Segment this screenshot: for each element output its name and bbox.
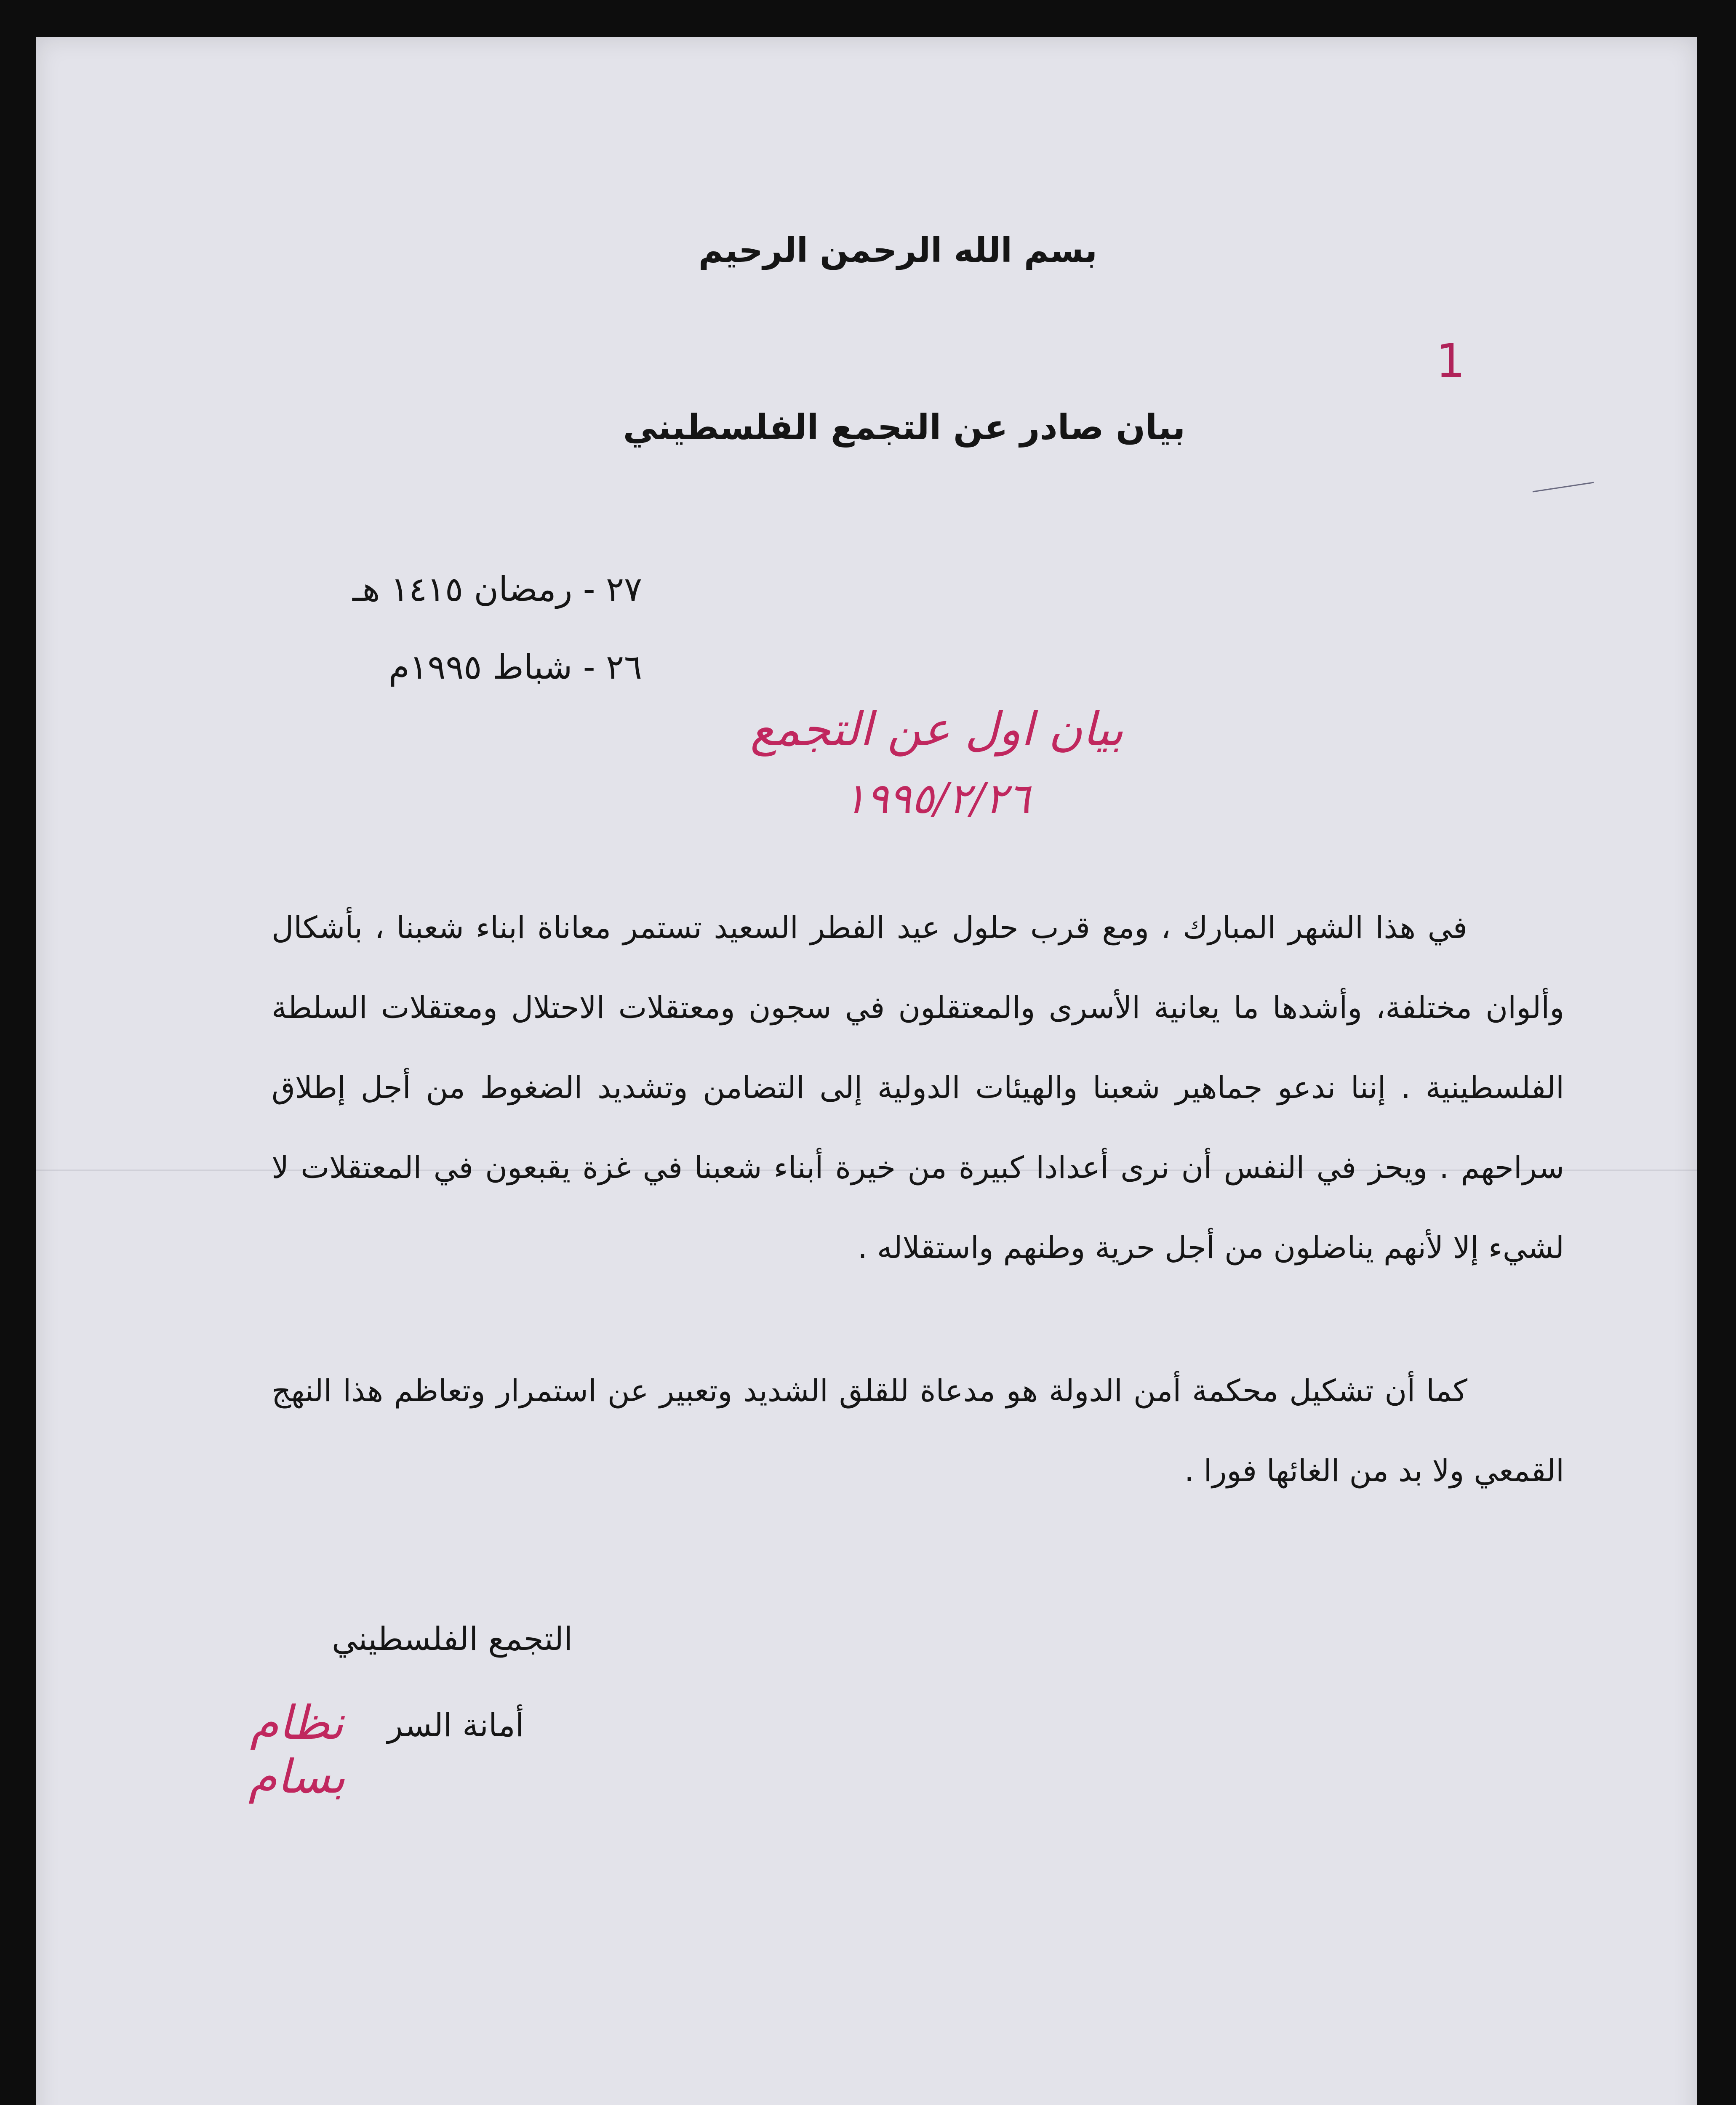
handwritten-note-date: ١٩٩٥/٢/٢٦ xyxy=(843,774,1030,823)
document-page xyxy=(36,37,1697,2105)
date-hijri: ٢٧ - رمضان ١٤١٥ هـ xyxy=(352,570,642,609)
body-paragraph: كما أن تشكيل محكمة أمن الدولة هو مدعاة للقلق الشديد وتعبير عن استمرار وتعاظم هذا النهج القمعي ولا بد من الغائها فورا . xyxy=(272,1373,1564,1488)
date-gregorian: ٢٦ - شباط ١٩٩٥م xyxy=(388,647,642,687)
handwritten-signature xyxy=(221,1687,373,1814)
statement-body xyxy=(272,887,1564,1511)
signatory-role: أمانة السر xyxy=(387,1706,524,1744)
signature-text: نظام بسام xyxy=(248,1696,346,1804)
pen-stroke-mark xyxy=(1531,479,1598,496)
handwritten-note xyxy=(735,694,1139,854)
page-number: 1 xyxy=(1436,334,1465,388)
handwritten-note-line1: بيان اول عن التجمع xyxy=(750,702,1124,756)
document-title: بيان صادر عن التجمع الفلسطيني xyxy=(623,408,1186,448)
signatory-organization: التجمع الفلسطيني xyxy=(331,1620,573,1657)
body-paragraph: في هذا الشهر المبارك ، ومع قرب حلول عيد الفطر السعيد تستمر معاناة ابناء شعبنا ، بأشكال وألوان مختلفة، وأشدها ما يعانية الأسرى والمعتقلون في سجون ومعتقلات الاحتلال ومعتقلات السلطة الفلسطينية . إننا ندعو جماهير شعبنا والهيئات الدولية إلى التضامن وتشديد الضغوط من أجل إطلاق سراحهم . ويحز في النفس أن نرى أعدادا كبيرة من خيرة أبناء شعبنا في غزة يقبعون في المعتقلات لا لشيء إلا لأنهم يناضلون من أجل حرية وطنهم واستقلاله . xyxy=(272,910,1564,1265)
bismillah-heading: بسم الله الرحمن الرحيم xyxy=(698,231,1098,270)
